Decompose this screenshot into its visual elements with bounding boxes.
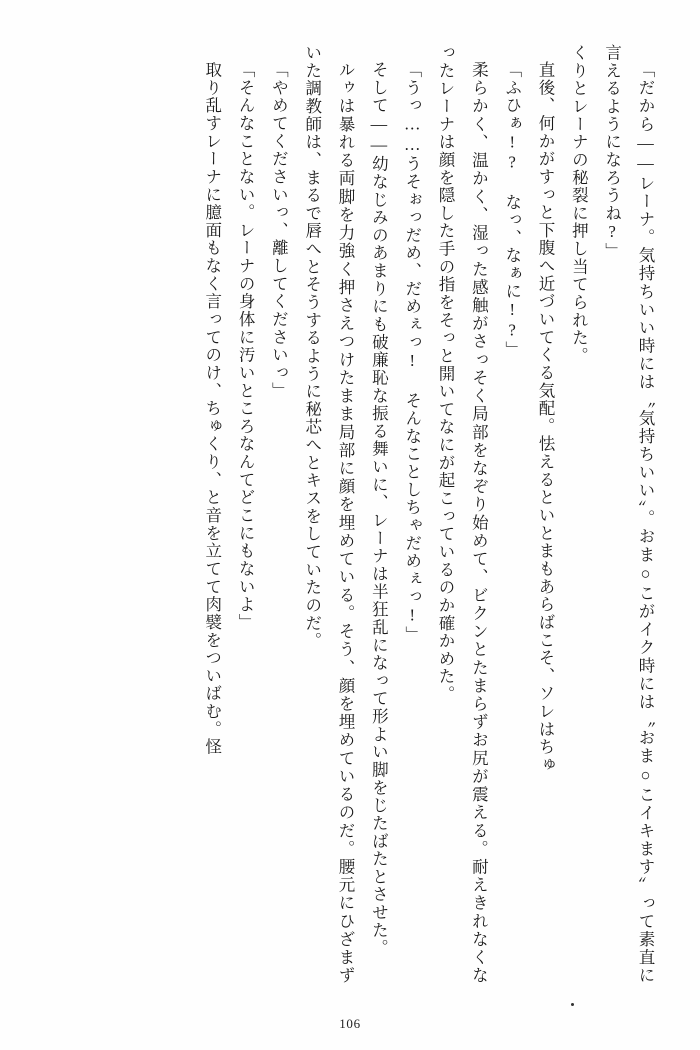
paragraph: 「そんなことない。レーナの身体に汚いところなんてどこにもないよ」 <box>236 60 256 631</box>
paragraph: 柔らかく、温かく、湿った感触がさっそく局部をなぞり始めて、ビクンとたまらずお尻が震える。耐えきれなくなったレーナは顔を隠した手の指をそっと開いてなにが起こっているのか確かめた。 <box>436 44 489 984</box>
paragraph: 「やめてくださいっ、離してくださいっ」 <box>269 60 289 400</box>
paragraph: ルゥは暴れる両脚を力強く押さえつけたまま局部に顔を埋めている。そう、顔を埋めているのだ。腰元にひざまずいた調教師は、まるで唇へとそうするように秘芯へとキスをしていたのだ。 <box>302 44 356 984</box>
body-text-vertical <box>40 44 662 984</box>
ink-speck <box>571 1003 574 1006</box>
paragraph: 「ふひぁ!? なっ、なぁに!?」 <box>502 60 522 359</box>
paragraph: くりとレーナの秘裂に押し当てられた。 <box>569 44 589 365</box>
paragraph: 直後、何かがすっと下腹へ近づいてくる気配。怯えるといとまもあらばこそ、ソレはちゅ <box>536 60 556 774</box>
paragraph: 取り乱すレーナに臆面もなく言ってのけ、ちゅくり、と音を立てて肉襞をついばむ。怪 <box>202 60 222 756</box>
paragraph: 「だから――レーナ。気持ちいい時には〝気持ちいい〟。おま○こがイク時には〝おま○こイキます〟って素直に言えるようになろうね?」 <box>602 44 655 984</box>
paragraph: 「うっ……うそぉっだめ、だめぇっ! そんなことしちゃだめぇっ!」 <box>402 60 422 644</box>
page-number: 106 <box>339 1016 361 1031</box>
paragraph: そして――幼なじみのあまりにも破廉恥な振る舞いに、レーナは半狂乱になって形よい脚をじたばたとさせた。 <box>369 60 389 957</box>
